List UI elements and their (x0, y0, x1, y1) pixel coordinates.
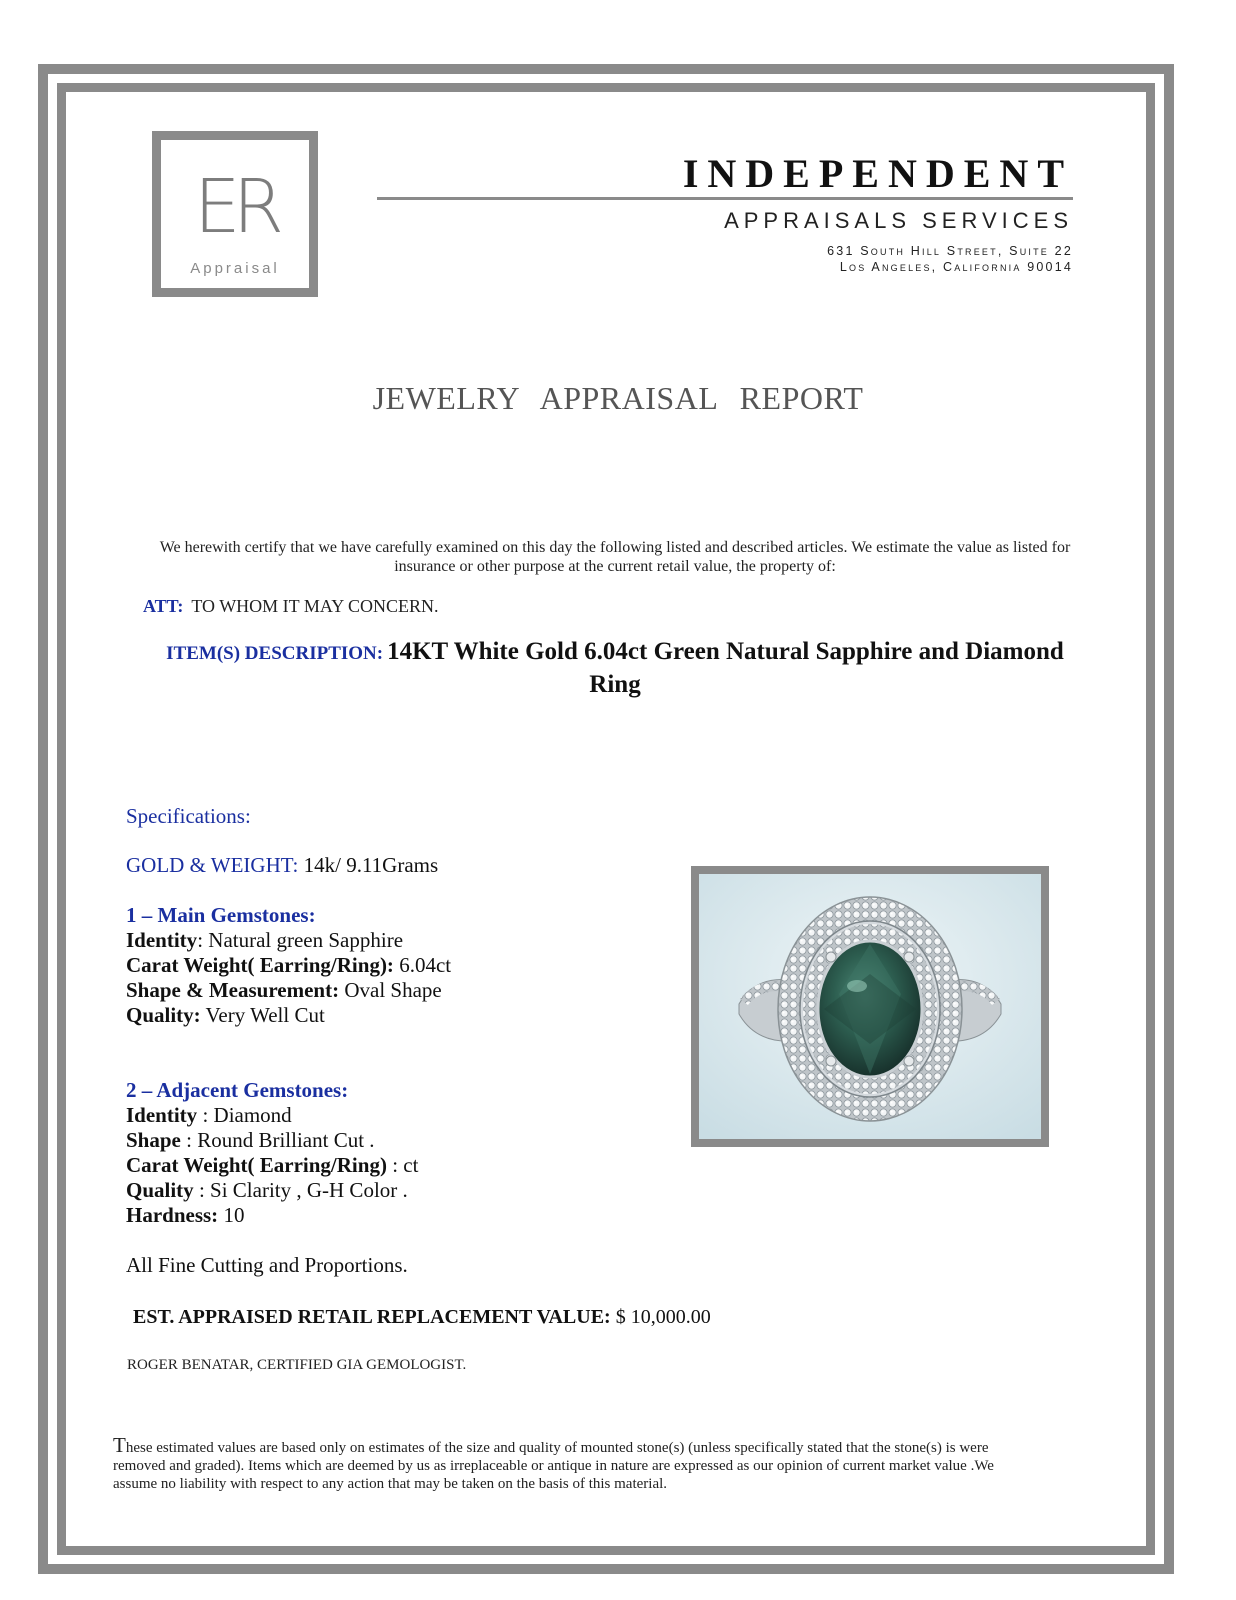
address-line-1: 631 South Hill Street, Suite 22 (827, 244, 1073, 258)
report-title: JEWELRY APPRAISAL REPORT (372, 380, 864, 416)
main-gemstones-block (126, 903, 451, 1028)
adjacent-quality-row: Quality : Si Clarity , G-H Color . (126, 1178, 408, 1202)
main-carat-row: Carat Weight( Earring/Ring): 6.04ct (126, 953, 452, 977)
appraised-value-amount: 10,000.00 (630, 1306, 711, 1328)
specifications-heading: Specifications: (126, 804, 251, 828)
main-identity-row: Identity: Natural green Sapphire (126, 928, 404, 952)
disclaimer-text: hese estimated values are based only on estimates of the size and quality of mounted stone(s) (unless specifically stated that the stone(s) is were removed and graded). Items which are deemed by us as irreplaceable or antique in nature are expressed as our opinion of current market value .We assume no liability with respect to any action that may be taken on the basis of this material. (113, 1440, 994, 1492)
disclaimer-initial: T (113, 1433, 126, 1457)
appraised-value (133, 1306, 711, 1329)
company-name: INDEPENDENT (682, 151, 1073, 196)
attention-label: ATT: (143, 596, 184, 616)
disclaimer (113, 1433, 1033, 1493)
main-gemstones-heading: 1 – Main Gemstones: (126, 903, 316, 927)
ring-photo (691, 866, 1049, 1147)
gold-weight-line (126, 853, 438, 878)
header-divider (377, 197, 1073, 200)
item-description-label: ITEM(S) DESCRIPTION: (166, 643, 384, 664)
item-description (140, 637, 1090, 703)
attention-value: TO WHOM IT MAY CONCERN. (191, 596, 439, 616)
attention-line (143, 596, 439, 617)
ring-photo-image (699, 874, 1041, 1139)
appraisal-logo (152, 131, 318, 297)
certification-text: We herewith certify that we have carefully examined on this day the following listed and described articles. We estimate the value as listed for insurance or other purpose at the current retail value, the property of: (159, 539, 1071, 575)
logo-caption: Appraisal (190, 260, 280, 277)
company-services: APPRAISALS SERVICES (724, 208, 1073, 233)
adjacent-carat-row: Carat Weight( Earring/Ring) : ct (126, 1153, 419, 1177)
proportions-note: All Fine Cutting and Proportions. (126, 1253, 408, 1277)
address-line-2: Los Angeles, California 90014 (839, 260, 1073, 274)
gold-weight-label: GOLD & WEIGHT: (126, 853, 299, 877)
main-shape-row: Shape & Measurement: Oval Shape (126, 978, 442, 1002)
gold-weight-value: 14k/ 9.11Grams (303, 853, 439, 877)
main-quality-row: Quality: Very Well Cut (126, 1003, 325, 1027)
appraised-value-label: EST. APPRAISED RETAIL REPLACEMENT VALUE: (133, 1306, 611, 1328)
appraised-value-currency: $ (615, 1306, 626, 1328)
logo-monogram: ER (193, 164, 277, 250)
adjacent-identity-row: Identity : Diamond (126, 1103, 292, 1127)
adjacent-gemstones-heading: 2 – Adjacent Gemstones: (126, 1078, 349, 1102)
adjacent-gemstones-block (126, 1078, 418, 1228)
adjacent-hardness-row: Hardness: 10 (126, 1203, 245, 1227)
item-description-text: 14KT White Gold 6.04ct Green Natural Sapphire and Diamond Ring (387, 638, 1064, 698)
adjacent-shape-row: Shape : Round Brilliant Cut . (126, 1128, 375, 1152)
gemologist-signature: ROGER BENATAR, CERTIFIED GIA GEMOLOGIST. (127, 1357, 467, 1373)
